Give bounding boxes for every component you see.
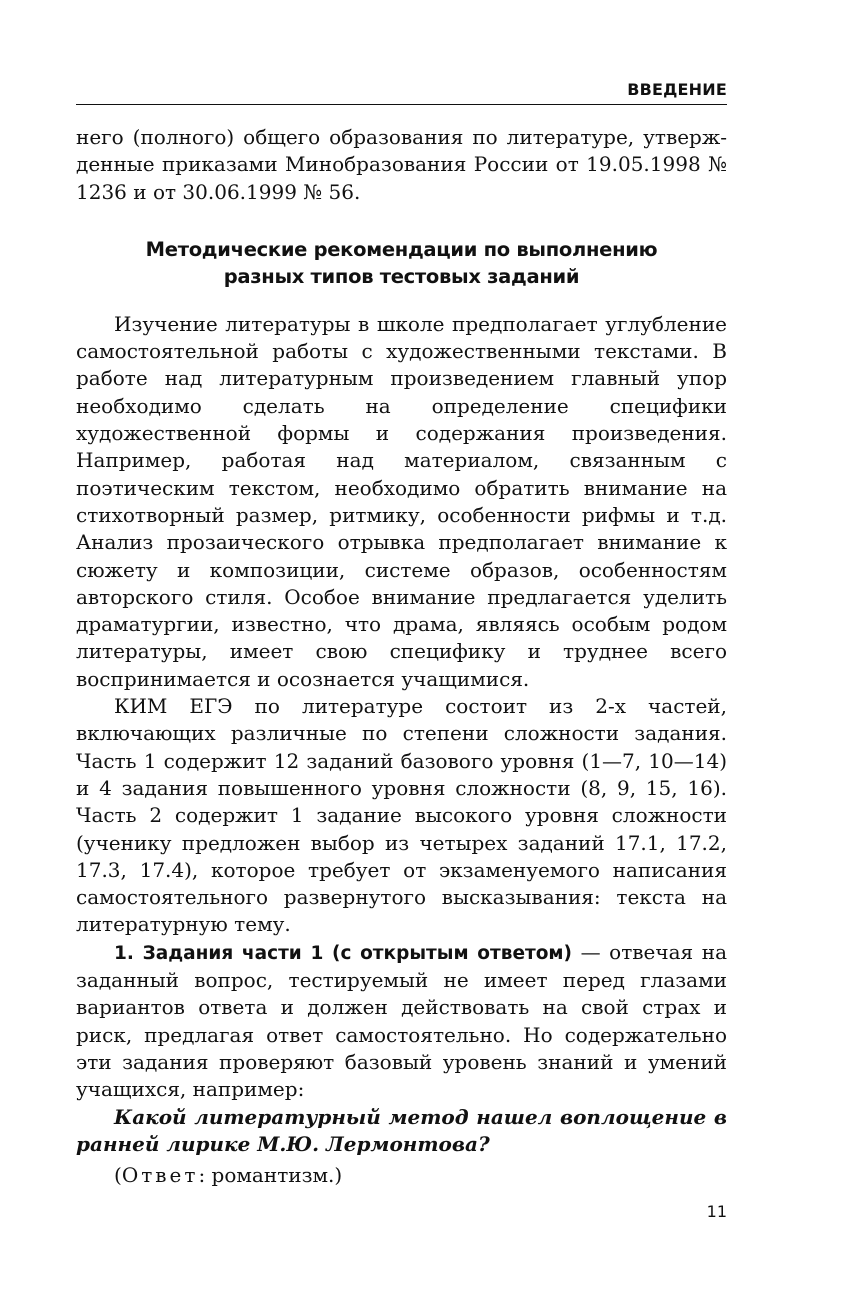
page-body — [76, 124, 727, 1189]
section-title-line-2: разных типов тестовых заданий — [223, 265, 580, 289]
page-number: 11 — [706, 1202, 727, 1221]
paragraph-part-1-tasks — [76, 939, 727, 1104]
paragraph-kim-structure: КИМ ЕГЭ по литературе состоит из 2-х частей, включающих различные по степени сложности задания. Часть 1 содержит 12 заданий базового уровня (1—7, 10—14) и 4 задания повышенного уровня сложности (8, 9, 15, 16). Часть 2 содержит 1 задание высокого уровня сложности (ученику предложен выбор из четырех заданий 17.1, 17.2, 17.3, 17.4), которое требует от экзаменуемого написания самостоятельного развернутого высказывания: текста на литературную тему. — [76, 694, 727, 937]
book-page — [76, 0, 727, 1311]
section-title — [76, 236, 727, 291]
example-question: Какой литературный метод нашел воплощение в ранней лирике М.Ю. Лермонтова? — [76, 1104, 727, 1156]
answer-label: Ответ — [121, 1163, 199, 1188]
intro-continuation: него (полного) общего образования по литературе, утверж-денные приказами Минобразования России от 19.05.1998 № 1236 и от 30.06.1999 № 56. — [76, 125, 727, 204]
header-rule — [76, 104, 727, 105]
part-1-heading: 1. Задания части 1 (с открытым ответом) — [114, 942, 572, 964]
answer-open-paren: ( — [114, 1163, 122, 1188]
part-1-description: — отвечая на заданный вопрос, тестируемый не имеет перед глазами вариантов ответа и должен действовать на свой страх и риск, предлагая ответ самостоятельно. Но содержательно эти задания проверяют базовый уровень знаний и умений учащихся, например: — [76, 939, 727, 1102]
section-title-line-1: Методические рекомендации по выполнению — [145, 237, 658, 261]
running-head: ВВЕДЕНИЕ — [627, 80, 727, 99]
example-answer — [76, 1162, 727, 1189]
paragraph-study-of-literature: Изучение литературы в школе предполагает углубление самостоятельной работы с художественными текстами. В работе над литературным произведением главный упор необходимо сделать на определение специфики художественной формы и содержания произведения. Например, работая над материалом, связанным с поэтическим текстом, необходимо обратить внимание на стихотворный размер, ритмику, особенности рифмы и т.д. Анализ прозаического отрывка предполагает внимание к сюжету и композиции, системе образов, особенностям авторского стиля. Особое внимание предлагается уделить драматургии, известно, что драма, являясь особым родом литературы, имеет свою специфику и труднее всего воспринимается и осознается учащимися. — [76, 311, 727, 691]
answer-text: : романтизм.) — [198, 1163, 343, 1188]
